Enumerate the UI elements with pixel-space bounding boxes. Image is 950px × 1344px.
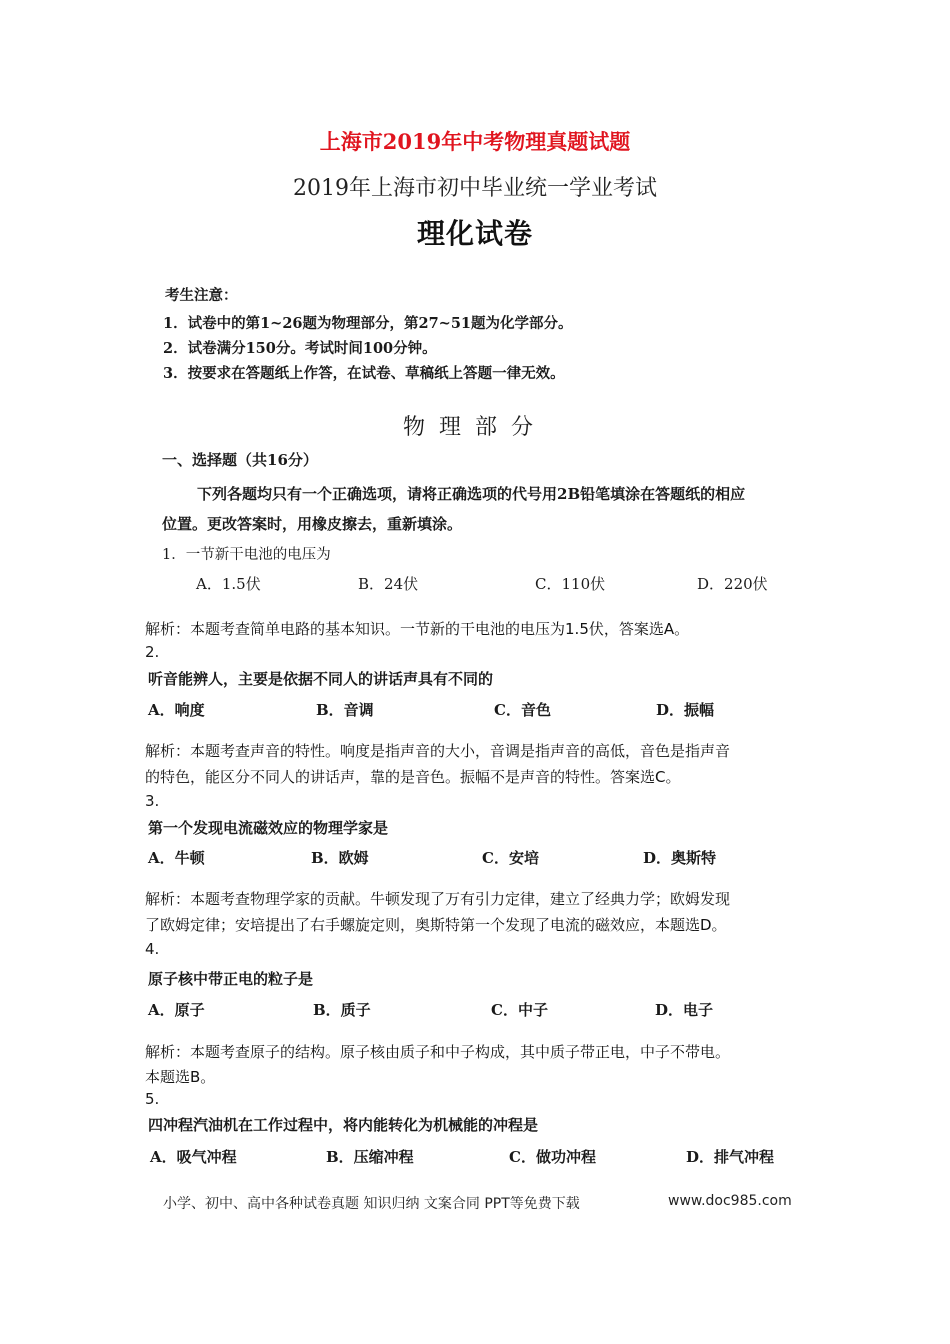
instruction-line: 位置。更改答案时，用橡皮擦去，重新填涂。: [162, 515, 463, 533]
notice-item: 3．按要求在答题纸上作答，在试卷、草稿纸上答题一律无效。: [163, 365, 565, 382]
analysis-text: 解析：本题考查物理学家的贡献。牛顿发现了万有引力定律，建立了经典力学；欧姆发现: [145, 890, 731, 908]
notice-item: 2．试卷满分150分。考试时间100分钟。: [163, 340, 437, 357]
part-heading: 一、选择题（共16分）: [162, 451, 318, 469]
analysis-text: 的特色，能区分不同人的讲话声，靠的是音色。振幅不是声音的特性。答案选C。: [145, 768, 681, 786]
option-c: C．110伏: [535, 575, 606, 593]
option-a: A．吸气冲程: [150, 1148, 237, 1166]
instruction-line: 下列各题均只有一个正确选项，请将正确选项的代号用2B铅笔填涂在答题纸的相应: [197, 485, 746, 503]
notice-item: 1．试卷中的第1~26题为物理部分，第27~51题为化学部分。: [163, 315, 573, 332]
paper-title: 理化试卷: [416, 217, 533, 250]
analysis-text: 解析：本题考查声音的特性。响度是指声音的大小，音调是指声音的高低，音色是指声音: [145, 742, 731, 760]
option-d: D．排气冲程: [686, 1148, 775, 1166]
question-stem: 1．一节新干电池的电压为: [162, 547, 331, 563]
option-a: A．1.5伏: [196, 575, 261, 593]
question-stem: 四冲程汽油机在工作过程中，将内能转化为机械能的冲程是: [148, 1116, 539, 1134]
question-stem: 原子核中带正电的粒子是: [148, 970, 314, 988]
question-number: 2.: [145, 643, 160, 661]
option-a: A．牛顿: [148, 849, 205, 867]
option-c: C．音色: [494, 701, 551, 719]
question-stem: 听音能辨人，主要是依据不同人的讲话声具有不同的: [148, 670, 494, 688]
option-d: D．振幅: [656, 701, 715, 719]
section-title: 物理部分: [402, 415, 547, 440]
option-d: D．220伏: [697, 575, 768, 593]
option-a: A．响度: [148, 701, 205, 719]
notice-heading: 考生注意：: [165, 287, 238, 304]
question-number: 3.: [145, 792, 160, 810]
question-number: 5.: [145, 1090, 160, 1108]
document-red-title: 上海市2019年中考物理真题试题: [319, 129, 631, 154]
exam-title: 2019年上海市初中毕业统一学业考试: [293, 176, 657, 201]
option-a: A．原子: [148, 1001, 205, 1019]
option-b: B．欧姆: [311, 849, 369, 867]
option-c: C．中子: [491, 1001, 548, 1019]
option-b: B．质子: [313, 1001, 371, 1019]
option-b: B．音调: [316, 701, 374, 719]
option-c: C．安培: [482, 849, 539, 867]
option-d: D．奥斯特: [643, 849, 717, 867]
option-c: C．做功冲程: [509, 1148, 596, 1166]
option-b: B．压缩冲程: [326, 1148, 414, 1166]
analysis-text: 本题选B。: [145, 1068, 216, 1086]
footer-promo: 小学、初中、高中各种试卷真题 知识归纳 文案合同 PPT等免费下载: [163, 1196, 580, 1212]
option-d: D．电子: [655, 1001, 714, 1019]
question-stem: 第一个发现电流磁效应的物理学家是: [148, 819, 389, 837]
analysis-text: 了欧姆定律；安培提出了右手螺旋定则，奥斯特第一个发现了电流的磁效应，本题选D。: [145, 916, 727, 934]
option-b: B．24伏: [358, 575, 419, 593]
analysis-text: 解析：本题考查简单电路的基本知识。一节新的干电池的电压为1.5伏，答案选A。: [145, 620, 690, 638]
question-number: 4.: [145, 940, 160, 958]
analysis-text: 解析：本题考查原子的结构。原子核由质子和中子构成，其中质子带正电，中子不带电。: [145, 1043, 731, 1061]
footer-url[interactable]: www.doc985.com: [668, 1193, 792, 1209]
